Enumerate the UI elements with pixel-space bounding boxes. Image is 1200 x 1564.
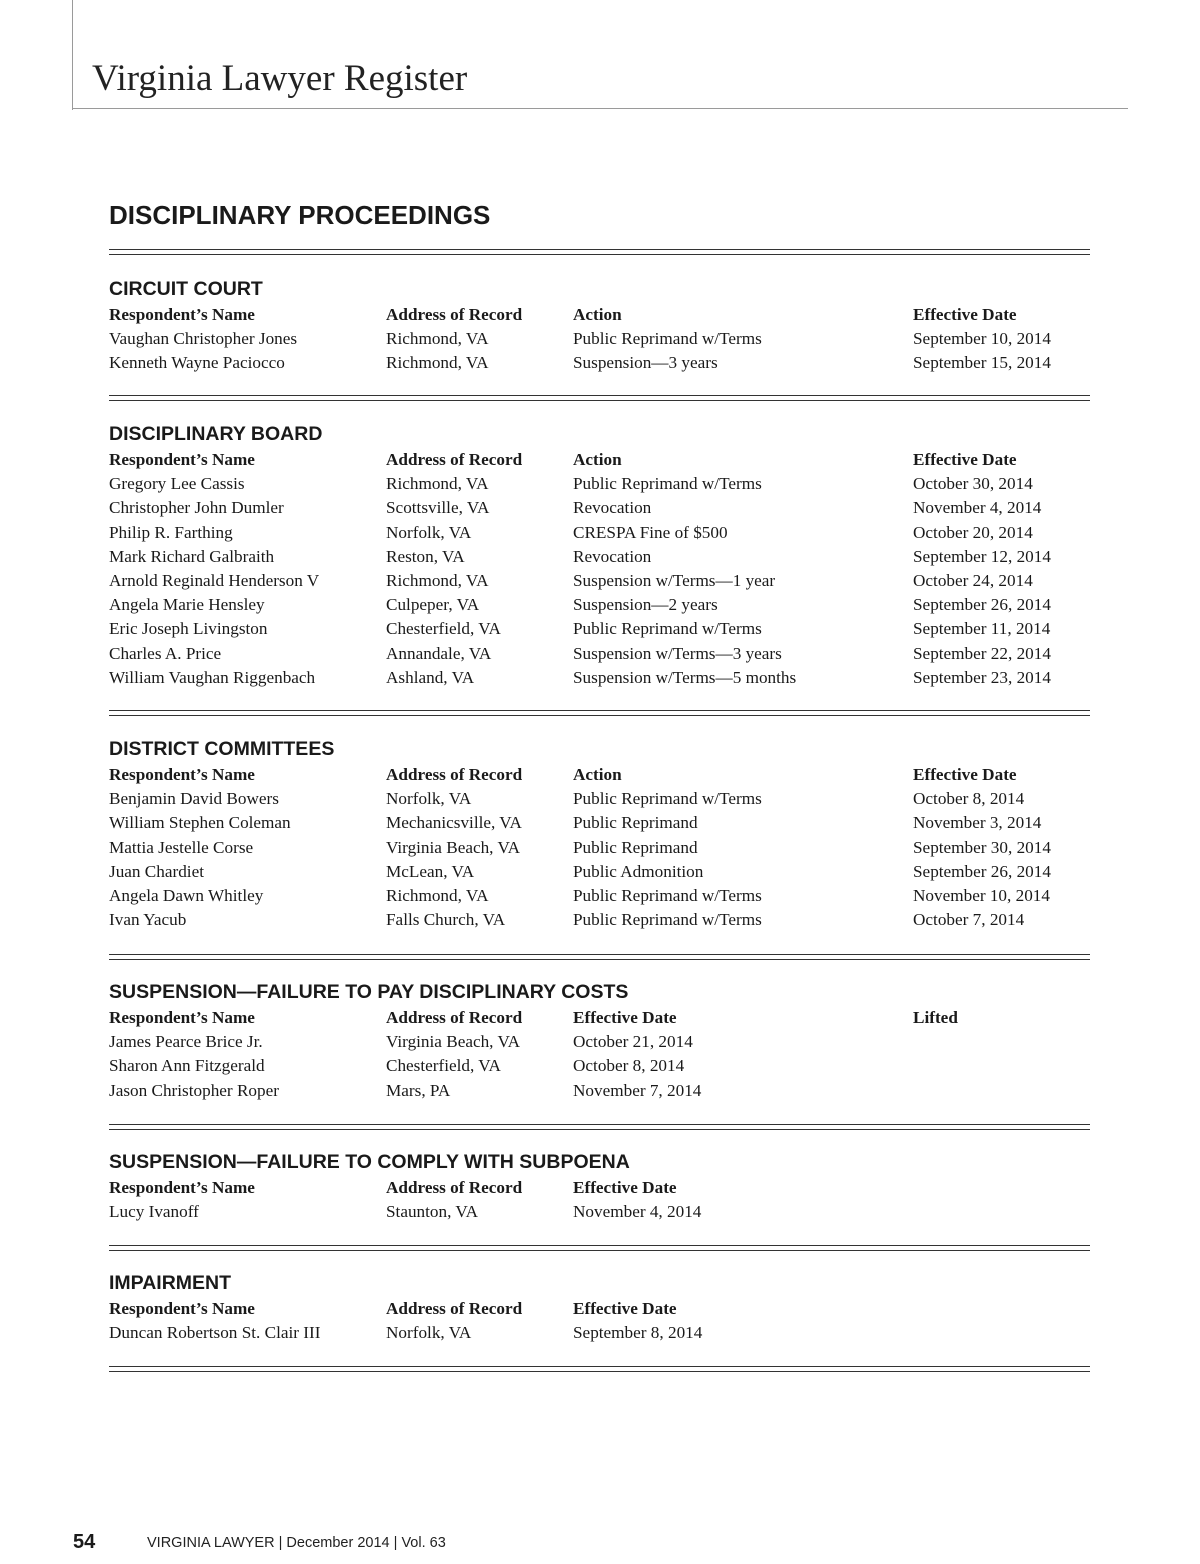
address-of-record: Mechanicsville, VA [386,813,522,833]
table-row [109,1054,1090,1078]
table-row [109,593,1090,617]
table-row [109,908,1090,932]
action: Public Reprimand w/Terms [573,885,762,905]
column-header: Respondent’s Name [109,305,255,324]
respondent-name: Arnold Reginald Henderson V [109,570,320,590]
action: Suspension w/Terms—3 years [573,643,782,663]
section-suspension-failure-to-comply [109,1148,1090,1224]
column-header: Effective Date [573,1008,677,1027]
effective-date: September 23, 2014 [913,667,1051,687]
address-of-record: Richmond, VA [386,353,489,373]
effective-date: October 21, 2014 [573,1032,693,1052]
respondent-name: Duncan Robertson St. Clair III [109,1323,321,1343]
action: Public Reprimand w/Terms [573,789,762,809]
column-header: Address of Record [386,1178,523,1197]
action: Public Reprimand w/Terms [573,910,762,930]
effective-date: September 30, 2014 [913,837,1051,857]
respondent-name: William Stephen Coleman [109,813,291,833]
divider-rule [109,395,1090,401]
respondent-name: Jason Christopher Roper [109,1080,279,1100]
action: Public Reprimand [573,837,698,857]
section-title: SUSPENSION—FAILURE TO PAY DISCIPLINARY COSTS [109,981,629,1003]
section-title: IMPAIRMENT [109,1272,232,1294]
respondent-name: Benjamin David Bowers [109,789,279,809]
table-row [109,860,1090,884]
volume: Vol. 63 [401,1535,446,1551]
column-header: Respondent’s Name [109,450,255,469]
column-header: Respondent’s Name [109,1008,255,1027]
respondent-name: Angela Marie Hensley [109,595,265,615]
effective-date: November 7, 2014 [573,1080,702,1100]
respondent-name: Philip R. Farthing [109,522,233,542]
action: Suspension w/Terms—5 months [573,667,797,687]
column-header: Respondent’s Name [109,765,255,784]
page-number: 54 [73,1531,96,1553]
section-district-committees [109,735,1090,932]
section-title: SUSPENSION—FAILURE TO COMPLY WITH SUBPOENA [109,1151,630,1173]
address-of-record: Norfolk, VA [386,522,472,542]
action: CRESPA Fine of $500 [573,522,728,542]
effective-date: September 8, 2014 [573,1323,703,1343]
address-of-record: Chesterfield, VA [386,1056,501,1076]
table-row [109,472,1090,496]
address-of-record: Virginia Beach, VA [386,1032,521,1052]
column-header: Respondent’s Name [109,1178,255,1197]
table-row [109,521,1090,545]
column-header: Address of Record [386,1008,523,1027]
action: Suspension w/Terms—1 year [573,570,776,590]
table-header-row [109,763,1090,787]
address-of-record: Scottsville, VA [386,498,490,518]
table-row [109,569,1090,593]
publication-name: VIRGINIA LAWYER [147,1535,275,1551]
effective-date: October 7, 2014 [913,910,1025,930]
table-header-row [109,448,1090,472]
column-header: Respondent’s Name [109,1299,255,1318]
action: Suspension—2 years [573,595,718,615]
effective-date: November 4, 2014 [573,1202,702,1222]
action: Suspension—3 years [573,353,718,373]
effective-date: October 20, 2014 [913,522,1033,542]
column-header: Effective Date [573,1299,677,1318]
address-of-record: Richmond, VA [386,329,489,349]
respondent-name: Christopher John Dumler [109,498,284,518]
divider-rule [109,1366,1090,1372]
column-header: Address of Record [386,765,523,784]
column-header: Action [573,450,622,469]
column-header: Address of Record [386,450,523,469]
address-of-record: Richmond, VA [386,474,489,494]
respondent-name: Sharon Ann Fitzgerald [109,1056,265,1076]
respondent-name: Vaughan Christopher Jones [109,329,298,349]
respondent-name: Ivan Yacub [109,910,187,930]
respondent-name: Juan Chardiet [109,861,204,881]
address-of-record: Ashland, VA [386,667,475,687]
issue-date: December 2014 [286,1535,390,1551]
divider-rule [109,1124,1090,1130]
section-impairment [109,1269,1090,1345]
table-row [109,666,1090,690]
column-header: Action [573,305,622,324]
action: Public Reprimand [573,813,698,833]
table-row [109,642,1090,666]
address-of-record: Richmond, VA [386,885,489,905]
address-of-record: Annandale, VA [386,643,492,663]
effective-date: September 26, 2014 [913,861,1051,881]
section-circuit-court [109,275,1090,376]
address-of-record: Norfolk, VA [386,789,472,809]
footer-separator: | [278,1535,283,1551]
table-row [109,1321,1090,1345]
effective-date: October 24, 2014 [913,570,1033,590]
table-row [109,1200,1090,1224]
section-title: DISCIPLINARY BOARD [109,423,323,445]
address-of-record: Norfolk, VA [386,1323,472,1343]
action: Revocation [573,498,652,518]
effective-date: October 8, 2014 [573,1056,685,1076]
column-header: Effective Date [573,1178,677,1197]
effective-date: September 10, 2014 [913,329,1051,349]
action: Public Admonition [573,861,704,881]
effective-date: September 11, 2014 [913,619,1051,639]
respondent-name: Kenneth Wayne Paciocco [109,353,285,373]
column-header: Address of Record [386,305,523,324]
table-row [109,884,1090,908]
address-of-record: Mars, PA [386,1080,451,1100]
column-header: Effective Date [913,450,1017,469]
table-header-row [109,1297,1090,1321]
address-of-record: Chesterfield, VA [386,619,501,639]
action: Public Reprimand w/Terms [573,329,762,349]
respondent-name: Mattia Jestelle Corse [109,837,254,857]
page-footer [0,1528,1200,1558]
table-header-row [109,1006,1090,1030]
address-of-record: Reston, VA [386,546,465,566]
address-of-record: Richmond, VA [386,570,489,590]
address-of-record: McLean, VA [386,861,475,881]
header-vertical-rule [72,0,73,110]
section-title: CIRCUIT COURT [109,278,263,300]
effective-date: September 22, 2014 [913,643,1051,663]
effective-date: October 8, 2014 [913,789,1025,809]
table-row [109,1030,1090,1054]
respondent-name: Angela Dawn Whitley [109,885,264,905]
respondent-name: William Vaughan Riggenbach [109,667,316,687]
address-of-record: Culpeper, VA [386,595,480,615]
column-header: Action [573,765,622,784]
table-row [109,1079,1090,1103]
respondent-name: Mark Richard Galbraith [109,546,275,566]
effective-date: September 26, 2014 [913,595,1051,615]
section-title: DISTRICT COMMITTEES [109,738,335,760]
footer-separator: | [393,1535,398,1551]
table-row [109,327,1090,351]
column-header: Effective Date [913,765,1017,784]
divider-rule [109,249,1090,255]
column-header: Lifted [913,1008,958,1027]
table-row [109,787,1090,811]
respondent-name: Gregory Lee Cassis [109,474,245,494]
table-header-row [109,303,1090,327]
column-header: Effective Date [913,305,1017,324]
page-title: DISCIPLINARY PROCEEDINGS [109,200,491,230]
divider-rule [109,710,1090,716]
table-row [109,836,1090,860]
section-suspension-failure-to-pay [109,978,1090,1103]
address-of-record: Staunton, VA [386,1202,479,1222]
action: Public Reprimand w/Terms [573,619,762,639]
table-row [109,496,1090,520]
divider-rule [109,1245,1090,1251]
action: Revocation [573,546,652,566]
effective-date: September 12, 2014 [913,546,1051,566]
table-row [109,351,1090,375]
divider-rule [109,954,1090,960]
effective-date: September 15, 2014 [913,353,1051,373]
effective-date: November 3, 2014 [913,813,1042,833]
column-header: Address of Record [386,1299,523,1318]
effective-date: October 30, 2014 [913,474,1033,494]
respondent-name: Eric Joseph Livingston [109,619,268,639]
respondent-name: James Pearce Brice Jr. [109,1032,263,1052]
respondent-name: Charles A. Price [109,643,222,663]
running-head: Virginia Lawyer Register [92,58,468,99]
respondent-name: Lucy Ivanoff [109,1202,199,1222]
effective-date: November 4, 2014 [913,498,1042,518]
section-disciplinary-board [109,420,1090,690]
effective-date: November 10, 2014 [913,885,1050,905]
action: Public Reprimand w/Terms [573,474,762,494]
table-row [109,811,1090,835]
table-row [109,617,1090,641]
address-of-record: Virginia Beach, VA [386,837,521,857]
table-header-row [109,1176,1090,1200]
address-of-record: Falls Church, VA [386,910,506,930]
footer-credit [147,1530,446,1556]
header-horizontal-rule [72,108,1128,109]
table-row [109,545,1090,569]
